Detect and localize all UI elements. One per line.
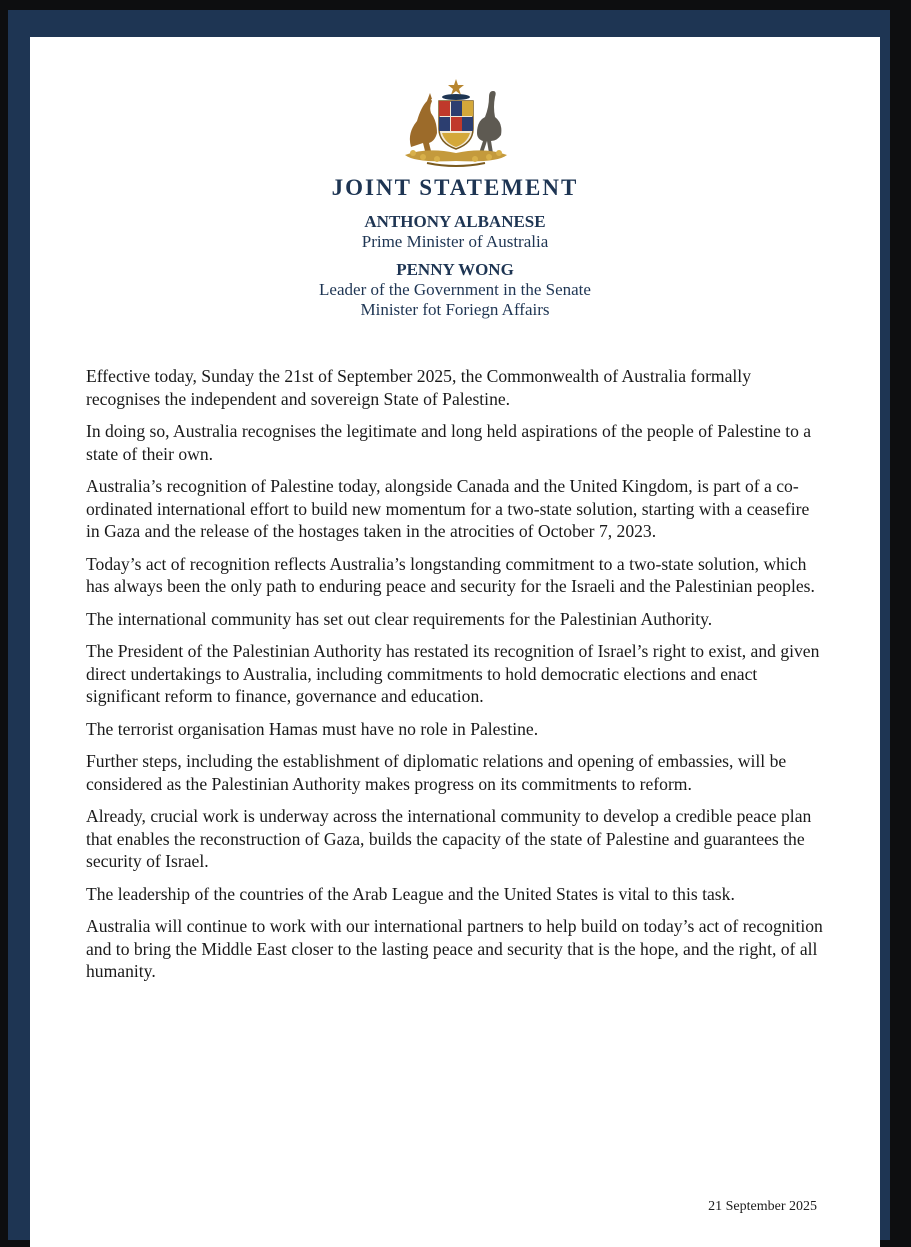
- first-signatory-role: Prime Minister of Australia: [361, 232, 549, 251]
- document-frame: [8, 10, 890, 1240]
- paragraph: The international community has set out clear requirements for the Palestinian Authority.: [86, 608, 713, 629]
- second-signatory-name: PENNY WONG: [396, 260, 514, 279]
- statement-date: 21 September 2025: [708, 1199, 817, 1214]
- statement-header: [30, 175, 880, 320]
- paragraph: Australia will continue to work with our international partners to help build on today’s act of recognition and to bring the Middle East closer to the lasting peace and security that is the hope, and the right, of all humanity.: [86, 916, 823, 981]
- document-page: [30, 37, 880, 1247]
- paragraph: Further steps, including the establishment of diplomatic relations and opening of embassies, will be considered as the Palestinian Authority makes progress on its commitments to reform.: [86, 751, 787, 794]
- paragraph: Australia’s recognition of Palestine today, alongside Canada and the United Kingdom, is part of a co-ordinated international effort to build new momentum for a two-state solution, starting with a ceasefire in Gaza and the release of the hostages taken in the atrocities of October 7, 2023.: [86, 476, 810, 541]
- statement-title: JOINT STATEMENT: [331, 175, 579, 200]
- paragraph: The leadership of the countries of the Arab League and the United States is vital to this task.: [86, 883, 735, 904]
- paragraph: Today’s act of recognition reflects Australia’s longstanding commitment to a two-state solution, which has always been the only path to enduring peace and security for the Israeli and the Palestinian peoples.: [86, 553, 815, 596]
- paragraph: In doing so, Australia recognises the legitimate and long held aspirations of the people of Palestine to a state of their own.: [86, 421, 812, 464]
- statement-body: [86, 365, 826, 993]
- paragraph: Effective today, Sunday the 21st of September 2025, the Commonwealth of Australia formally recognises the independent and sovereign State of Palestine.: [86, 366, 751, 409]
- coat-of-arms-icon: [397, 77, 515, 169]
- second-signatory-role-line1: Leader of the Government in the Senate: [319, 280, 591, 299]
- second-signatory-role-line2: Minister fot Foriegn Affairs: [360, 300, 550, 319]
- first-signatory-name: ANTHONY ALBANESE: [364, 212, 546, 231]
- paragraph: Already, crucial work is underway across the international community to develop a credible peace plan that enables the reconstruction of Gaza, builds the capacity of the state of Palestine and guarantees the security of Israel.: [86, 806, 812, 871]
- paragraph: The terrorist organisation Hamas must have no role in Palestine.: [86, 718, 539, 739]
- paragraph: The President of the Palestinian Authority has restated its recognition of Israel’s right to exist, and given direct undertakings to Australia, including commitments to hold democratic elections and enact significant reform to finance, governance and education.: [86, 641, 820, 706]
